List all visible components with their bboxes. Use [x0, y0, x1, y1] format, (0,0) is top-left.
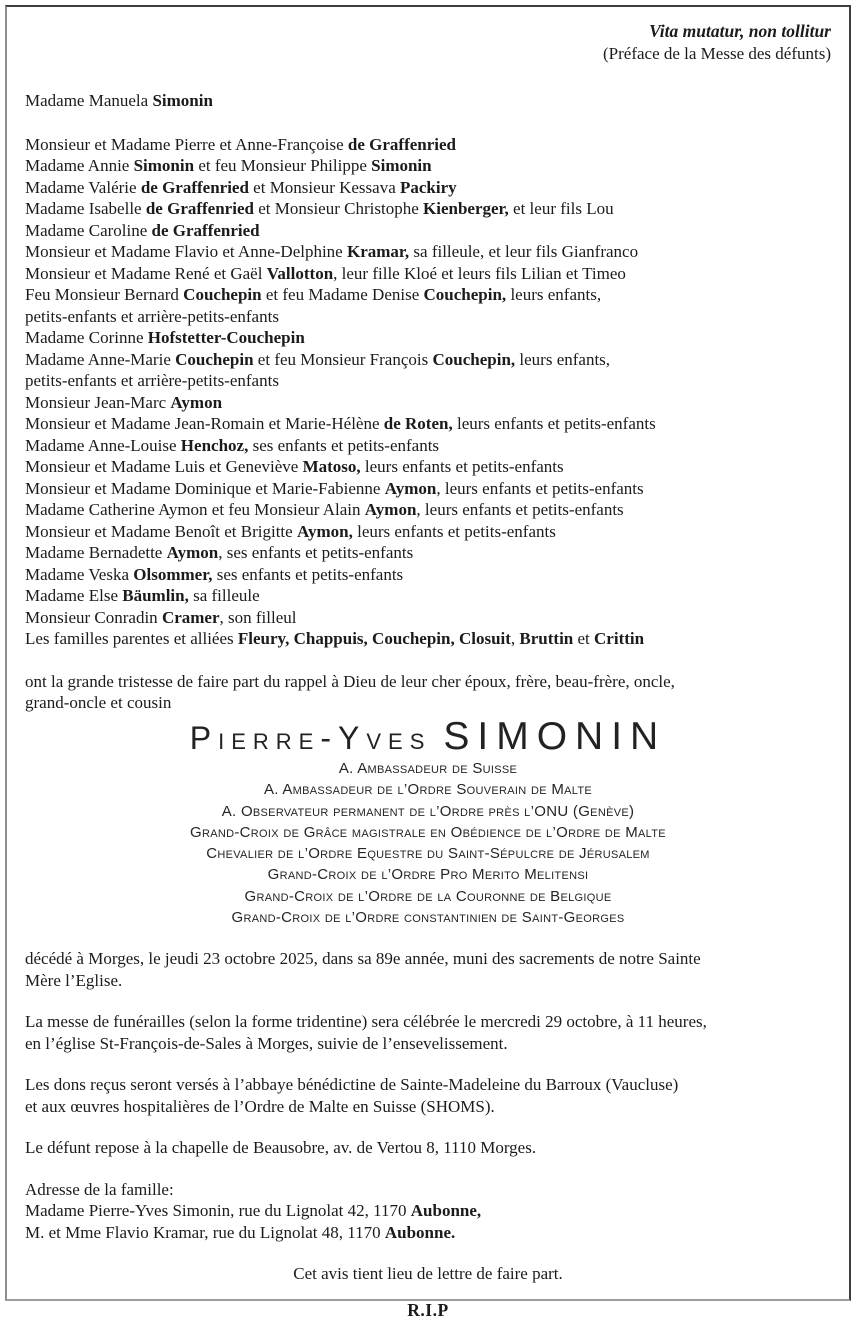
- surname-bold: de Graffenried: [145, 199, 254, 218]
- text-segment: Madame Caroline: [25, 220, 152, 240]
- surname-bold: Couchepin,: [423, 285, 507, 304]
- surname-bold: Crittin: [594, 629, 645, 648]
- honorific-titles: [25, 758, 831, 928]
- text-segment: Madame Bernadette: [25, 543, 167, 562]
- text-segment: leurs enfants et petits-enfants: [360, 457, 564, 476]
- family-line: [25, 628, 831, 650]
- surname-bold: Kienberger,: [423, 199, 509, 218]
- family-line: [25, 284, 831, 306]
- surname-bold: Matoso,: [302, 457, 361, 476]
- surname-bold: Couchepin,: [432, 349, 516, 369]
- family-line: [25, 478, 831, 500]
- text-segment: ,: [510, 629, 520, 648]
- text-segment: Monsieur et Madame Dominique et Marie-Fabienne: [25, 478, 385, 498]
- text-segment: , leurs enfants et petits-enfants: [416, 500, 624, 519]
- surname-bold: de Graffenried: [347, 134, 457, 154]
- epigraph: [25, 21, 831, 64]
- text-segment: Madame Annie: [25, 156, 134, 175]
- family-line: [25, 198, 831, 220]
- text-segment: Madame Anne-Marie: [25, 349, 176, 369]
- family-line: [25, 456, 831, 478]
- honorific-title-line: Chevalier de l’Ordre Equestre du Saint-Sépulcre de Jérusalem: [206, 845, 650, 863]
- family-line: [25, 413, 831, 435]
- honorific-title-line: A. Ambassadeur de Suisse: [338, 760, 518, 777]
- text-segment: Madame Pierre-Yves Simonin, rue du Lignolat 42, 1170: [25, 1201, 411, 1221]
- family-line: [25, 607, 831, 629]
- rip-line: R.I.P: [407, 1299, 449, 1320]
- text-segment: et feu Monsieur Philippe: [194, 156, 372, 175]
- text-segment: Madame Else: [25, 586, 123, 605]
- intro-paragraph: ont la grande tristesse de faire part du rappel à Dieu de leur cher époux, frère, beau-frère, oncle, grand-oncle et cousin: [25, 671, 675, 712]
- text-segment: ses enfants et petits-enfants: [248, 435, 440, 455]
- surname-bold: Aubonne,: [410, 1201, 482, 1221]
- family-address-line: [25, 1200, 831, 1222]
- funeral-mass-info: La messe de funérailles (selon la forme tridentine) sera célébrée le mercredi 29 octobre, à 11 heures, en l’église St-François-de-Sales à Morges, suivie de l’ensevelissement.: [25, 1012, 707, 1053]
- family-line: [25, 306, 831, 328]
- surname-bold: de Graffenried: [151, 220, 260, 240]
- text-segment: leurs enfants et petits-enfants: [352, 521, 556, 541]
- text-segment: et Monsieur Kessava: [248, 177, 400, 197]
- text-segment: Les familles parentes et alliées: [25, 629, 238, 648]
- surname-bold: Olsommer,: [133, 564, 213, 584]
- text-segment: petits-enfants et arrière-petits-enfants: [25, 371, 279, 390]
- deceased-first-names: Pierre-Yves: [189, 719, 432, 756]
- text-segment: Feu Monsieur Bernard: [25, 285, 184, 304]
- text-segment: et: [573, 629, 595, 648]
- text-segment: M. et Mme Flavio Kramar, rue du Lignolat 48, 1170: [25, 1222, 385, 1242]
- honorific-title-line: Grand-Croix de Grâce magistrale en Obédience de l’Ordre de Malte: [190, 823, 666, 841]
- text-segment: leurs enfants,: [506, 285, 602, 304]
- surname-bold: Simonin: [152, 91, 213, 110]
- text-segment: Monsieur Jean-Marc: [25, 392, 171, 412]
- family-line: [25, 349, 831, 371]
- surname-bold: Couchepin: [175, 349, 254, 369]
- family-line: [25, 155, 831, 177]
- surname-bold: Aymon,: [296, 521, 353, 541]
- text-segment: et leur fils Lou: [508, 199, 614, 218]
- text-segment: petits-enfants et arrière-petits-enfants: [25, 306, 279, 326]
- honorific-title-line: A. Ambassadeur de l’Ordre Souverain de Malte: [263, 781, 593, 799]
- text-segment: Madame Valérie: [25, 177, 141, 197]
- family-line: [25, 392, 831, 414]
- text-segment: Madame Catherine Aymon et feu Monsieur Alain: [25, 500, 365, 519]
- text-segment: ses enfants et petits-enfants: [212, 564, 404, 584]
- epigraph-quote: Vita mutatur, non tollitur: [649, 21, 831, 41]
- family-line: [25, 521, 831, 543]
- epigraph-source: (Préface de la Messe des défunts): [603, 43, 831, 63]
- deceased-last-name: SIMONIN: [443, 714, 667, 758]
- surname-bold: Couchepin: [183, 285, 262, 304]
- text-segment: , son filleul: [219, 607, 297, 627]
- family-line: [25, 542, 831, 564]
- page-border: [5, 5, 851, 1320]
- text-segment: leurs enfants,: [515, 349, 611, 369]
- text-segment: Madame Veska: [25, 564, 134, 584]
- honorific-title-line: Grand-Croix de l’Ordre Pro Merito Melitensi: [267, 866, 589, 884]
- surname-bold: Hofstetter-Couchepin: [147, 328, 305, 347]
- text-segment: , leurs enfants et petits-enfants: [436, 478, 644, 498]
- surname-bold: Simonin: [371, 156, 432, 175]
- text-segment: sa filleule: [188, 586, 260, 605]
- family-line: [25, 435, 831, 457]
- family-address-line: [25, 1222, 831, 1244]
- deceased-name: [25, 714, 831, 758]
- text-segment: Monsieur et Madame Pierre et Anne-Françoise: [25, 134, 348, 154]
- family-line: [25, 134, 831, 156]
- surname-bold: Bäumlin,: [122, 586, 189, 605]
- honorific-title-line: Grand-Croix de l’Ordre de la Couronne de Belgique: [244, 887, 612, 905]
- surname-bold: Vallotton: [266, 263, 334, 283]
- surname-bold: Aubonne.: [384, 1222, 456, 1242]
- family-line: [25, 370, 831, 392]
- text-segment: , ses enfants et petits-enfants: [218, 543, 414, 562]
- surname-bold: Simonin: [133, 156, 195, 175]
- text-segment: Madame Corinne: [25, 328, 148, 347]
- surname-bold: Fleury, Chappuis, Couchepin, Closuit: [237, 629, 511, 648]
- text-segment: Monsieur et Madame René et Gaël: [25, 263, 267, 283]
- family-line: [25, 564, 831, 586]
- family-line: [25, 327, 831, 349]
- death-announcement: décédé à Morges, le jeudi 23 octobre 2025, dans sa 89e année, muni des sacrements de notre Sainte Mère l’Eglise.: [25, 949, 701, 990]
- family-line: [25, 220, 831, 242]
- surname-bold: Bruttin: [519, 629, 574, 648]
- text-segment: leurs enfants et petits-enfants: [452, 414, 656, 433]
- text-segment: Monsieur et Madame Benoît et Brigitte: [25, 521, 297, 541]
- honorific-title-line: Grand-Croix de l’Ordre constantinien de Saint-Georges: [231, 909, 625, 927]
- text-segment: Madame Anne-Louise: [25, 435, 181, 455]
- closing-notice: Cet avis tient lieu de lettre de faire part.: [293, 1264, 563, 1284]
- text-segment: et feu Madame Denise: [261, 285, 424, 304]
- surname-bold: Kramar,: [346, 242, 410, 261]
- family-line: [25, 263, 831, 285]
- text-segment: et feu Monsieur François: [253, 349, 433, 369]
- donations-info: Les dons reçus seront versés à l’abbaye bénédictine de Sainte-Madeleine du Barroux (Vaucluse) et aux œuvres hospitalières de l’Ordre de Malte en Suisse (SHOMS).: [25, 1075, 679, 1116]
- surname-bold: de Roten,: [383, 414, 453, 433]
- family-line: [25, 177, 831, 199]
- recipient-line: [25, 90, 831, 112]
- text-segment: , leur fille Kloé et leurs fils Lilian et Timeo: [333, 263, 626, 283]
- surname-bold: Aymon: [364, 500, 417, 519]
- text-segment: et Monsieur Christophe: [253, 199, 423, 218]
- text-segment: sa filleule, et leur fils Gianfranco: [409, 242, 639, 261]
- surname-bold: de Graffenried: [140, 177, 249, 197]
- repose-info: Le défunt repose à la chapelle de Beausobre, av. de Vertou 8, 1110 Morges.: [25, 1138, 537, 1158]
- text-segment: Monsieur et Madame Luis et Geneviève: [25, 457, 303, 476]
- family-list: [25, 134, 831, 650]
- family-line: [25, 241, 831, 263]
- surname-bold: Packiry: [400, 177, 457, 197]
- honorific-title-line: A. Observateur permanent de l’Ordre près l’ONU (Genève): [221, 802, 635, 820]
- family-address-label: Adresse de la famille:: [25, 1179, 174, 1199]
- family-address: [25, 1179, 831, 1244]
- surname-bold: Cramer: [161, 607, 220, 627]
- text-segment: Monsieur et Madame Jean-Romain et Marie-Hélène: [25, 414, 384, 433]
- surname-bold: Aymon: [384, 478, 437, 498]
- surname-bold: Aymon: [170, 392, 223, 412]
- surname-bold: Aymon: [166, 543, 219, 562]
- text-segment: Madame Manuela: [25, 91, 153, 110]
- text-segment: Monsieur et Madame Flavio et Anne-Delphine: [25, 242, 347, 261]
- family-line: [25, 585, 831, 607]
- text-segment: Madame Isabelle: [25, 199, 146, 218]
- family-line: [25, 499, 831, 521]
- text-segment: Monsieur Conradin: [25, 607, 162, 627]
- surname-bold: Henchoz,: [180, 435, 249, 455]
